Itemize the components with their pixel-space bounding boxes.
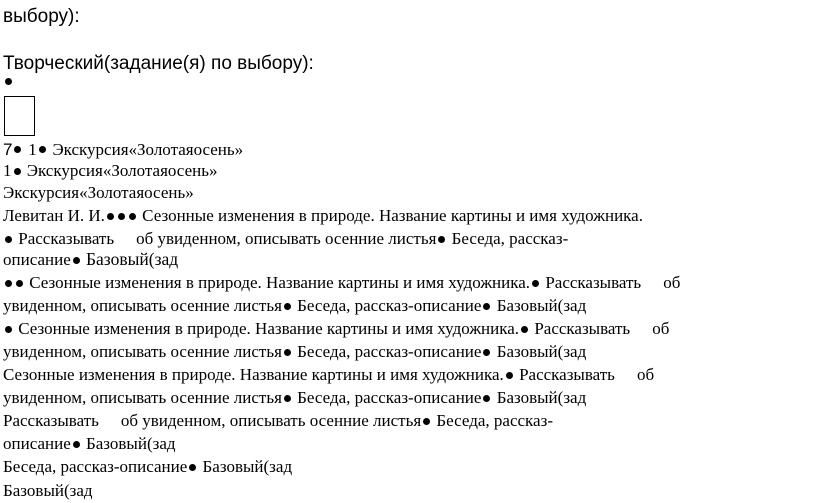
- bullet-icon: [14, 146, 21, 153]
- bullet-icon: [118, 213, 125, 220]
- number-one: 1: [3, 161, 12, 180]
- text-line-18: [3, 458, 292, 475]
- describe-text: увиденном, описывать осенние листья: [3, 388, 282, 407]
- basic-level-text: Базовый(зад: [85, 434, 176, 453]
- bullet-icon: [284, 349, 291, 356]
- text-line-14: [3, 366, 654, 383]
- seasonal-changes-text: Сезонные изменения в природе. Название картины и имя художника.: [3, 365, 504, 384]
- text-line-5: [3, 162, 217, 179]
- conversation-text: Беседа, рассказ-: [451, 229, 569, 248]
- bullet-icon: [5, 326, 12, 333]
- bullet-icon: [284, 395, 291, 402]
- heading-fragment: выбору):: [3, 6, 80, 27]
- text-line-3: [3, 73, 14, 92]
- creative-task-heading: Творческий(задание(я) по выбору):: [3, 53, 314, 74]
- describe-text: увиденном, описывать осенние листья: [3, 342, 282, 361]
- conversation-text: Беседа, рассказ-описание: [297, 296, 482, 315]
- bullet-icon: [506, 372, 513, 379]
- bullet-icon: [73, 257, 80, 264]
- conversation-text: Беседа, рассказ-описание: [297, 342, 482, 361]
- basic-level-text: Базовый(зад: [202, 457, 293, 476]
- text-line-10: [3, 274, 680, 291]
- seasonal-changes-text: Сезонные изменения в природе. Название картины и имя художника.: [142, 206, 643, 225]
- text-line-19: [3, 482, 93, 499]
- bullet-icon: [189, 464, 196, 471]
- basic-level-text: Базовый(зад: [85, 249, 179, 269]
- text-line-1: [3, 7, 80, 26]
- basic-level-text: Базовый(зад: [496, 342, 587, 361]
- about-text: об: [663, 273, 681, 292]
- describe-text: об увиденном, описывать осенние листья: [136, 229, 437, 248]
- basic-level-text: Базовый(зад: [496, 296, 587, 315]
- bullet-icon: [5, 280, 12, 287]
- basic-level-text: Базовый(зад: [496, 388, 587, 407]
- describe-text: об увиденном, описывать осенние листья: [120, 411, 422, 430]
- description-text: описание: [3, 434, 71, 453]
- bullet-icon: [423, 418, 430, 425]
- bullet-icon: [483, 303, 490, 310]
- excursion-title: Экскурсия«Золотаяосень»: [52, 140, 244, 159]
- conversation-text: Беседа, рассказ-описание: [3, 457, 188, 476]
- bullet-icon: [73, 441, 80, 448]
- text-line-4: [3, 141, 243, 158]
- text-line-7: [3, 207, 643, 224]
- tell-text: Рассказывать: [519, 365, 615, 384]
- empty-checkbox-frame: [4, 96, 35, 136]
- text-line-8: [3, 230, 568, 247]
- text-line-16: [3, 412, 553, 429]
- seasonal-changes-text: Сезонные изменения в природе. Название картины и имя художника.: [18, 319, 520, 338]
- about-text: об: [652, 319, 670, 338]
- bullet-icon: [438, 236, 445, 243]
- text-line-2: [3, 54, 314, 73]
- bullet-icon: [483, 349, 490, 356]
- tell-text: Рассказывать: [3, 411, 99, 430]
- bullet-icon: [521, 326, 528, 333]
- bullet-icon: [129, 213, 136, 220]
- number-one: 1: [28, 140, 37, 159]
- text-line-12: [3, 320, 669, 337]
- text-line-11: [3, 297, 586, 314]
- artist-name: Левитан И. И.: [3, 206, 105, 225]
- tell-text: Рассказывать: [545, 273, 642, 292]
- description-text: описание: [3, 250, 71, 269]
- bullet-icon: [483, 395, 490, 402]
- text-line-6: [3, 184, 194, 201]
- tell-text: Рассказывать: [18, 229, 115, 248]
- excursion-title: Экскурсия«Золотаяосень»: [26, 161, 218, 180]
- text-line-13: [3, 343, 586, 360]
- bullet-icon: [5, 78, 12, 85]
- about-text: об: [636, 365, 655, 384]
- describe-text: увиденном, описывать осенние листья: [3, 296, 282, 315]
- basic-level-text: Базовый(зад: [3, 481, 93, 500]
- excursion-title: Экскурсия«Золотаяосень»: [3, 183, 194, 202]
- text-line-9: [3, 251, 178, 269]
- bullet-icon: [14, 168, 21, 175]
- text-line-17: [3, 435, 176, 452]
- seasonal-changes-text: Сезонные изменения в природе. Название картины и имя художника.: [29, 273, 531, 292]
- bullet-icon: [107, 213, 114, 220]
- bullet-icon: [284, 303, 291, 310]
- conversation-text: Беседа, рассказ-: [436, 411, 553, 430]
- tell-text: Рассказывать: [534, 319, 631, 338]
- text-line-15: [3, 389, 586, 406]
- bullet-icon: [532, 280, 539, 287]
- bullet-icon: [5, 236, 12, 243]
- bullet-icon: [16, 280, 23, 287]
- bullet-icon: [39, 146, 46, 153]
- conversation-text: Беседа, рассказ-описание: [297, 388, 482, 407]
- number-seven: 7: [3, 140, 13, 159]
